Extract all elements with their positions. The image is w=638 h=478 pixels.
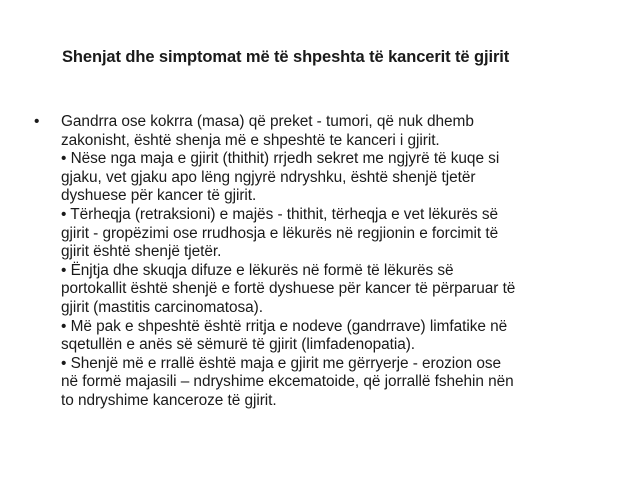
text-line-16: to ndryshime kanceroze të gjirit. <box>61 391 277 409</box>
text-line-6: • Tërheqja (retraksioni) e majës - thithit, tërheqja e vet lëkurës së <box>61 205 499 223</box>
text-line-1: Gandrra ose kokrra (masa) që preket - tumori, që nuk dhemb <box>61 113 474 130</box>
text-line-15: në formë majasili – ndryshime ekcematoide, që jorrallë fshehin nën <box>61 373 514 391</box>
slide-title: Shenjat dhe simptomat më të shpeshta të kancerit të gjirit <box>62 48 510 66</box>
text-line-11: gjirit (mastitis carcinomatosa). <box>61 298 263 316</box>
text-line-7: gjirit - gropëzimi ose rrudhosja e lëkurës në regjionin e forcimit të <box>61 224 499 242</box>
bullet-marker: • <box>34 113 40 130</box>
text-line-13: sqetullën e anës së sëmurë të gjirit (limfadenopatia). <box>61 336 416 354</box>
text-line-4: gjaku, vet gjaku apo lëng ngjyrë ndryshku, është shenjë tjetër <box>61 168 476 186</box>
text-line-10: portokallit është shenjë e fortë dyshuese për kancer të përparuar të <box>61 280 516 298</box>
text-line-3: • Nëse nga maja e gjirit (thithit) rrjedh sekret me ngjyrë të kuqe si <box>61 150 500 168</box>
text-line-12: • Më pak e shpeshtë është rritja e nodeve (gandrrave) limfatike në <box>61 317 508 335</box>
bullet-text <box>61 113 609 411</box>
text-line-2: zakonisht, është shenja më e shpeshtë te kanceri i gjirit. <box>61 131 440 149</box>
text-line-8: gjirit është shenjë tjetër. <box>61 243 222 261</box>
text-line-5: dyshuese për kancer të gjirit. <box>61 187 257 205</box>
text-line-14: • Shenjë më e rrallë është maja e gjirit me gërryerje - erozion ose <box>61 354 502 372</box>
text-line-9: • Ënjtja dhe skuqja difuze e lëkurës në formë të lëkurës së <box>61 261 454 279</box>
